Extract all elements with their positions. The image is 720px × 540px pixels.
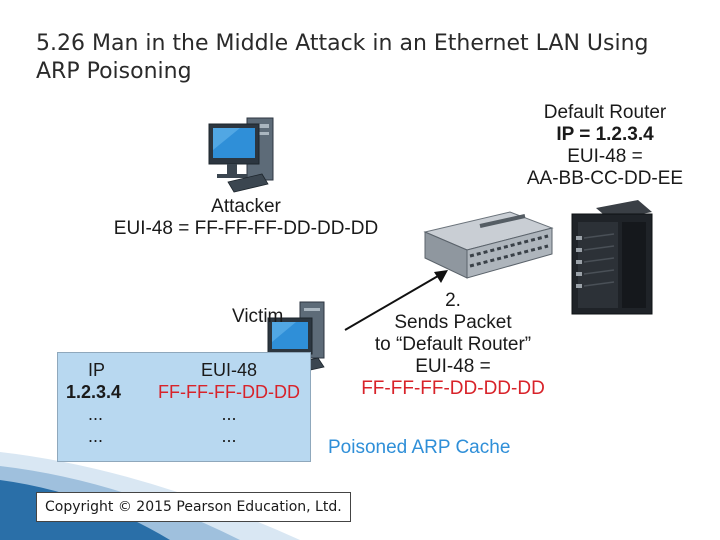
victim-name: Victim [232,306,284,327]
attacker-computer-icon [209,118,273,192]
router-name: Default Router [543,102,667,123]
router-server-icon [572,200,652,314]
router-ip: IP = 1.2.3.4 [556,124,654,145]
arp-row-2-eui: ... [221,404,237,424]
arp-row-1-ip: 1.2.3.4 [66,382,122,402]
arp-cache-table [57,352,311,462]
arp-row-1-eui: FF-FF-FF-DD-DD [158,382,300,402]
switch-icon [425,212,552,278]
attacker-name: Attacker [211,196,281,217]
arp-header-eui: EUI-48 [200,360,258,380]
packet-label-block [348,290,558,400]
packet-line-1: Sends Packet [394,312,512,333]
attacker-label-block [96,196,396,240]
arp-cache-caption: Poisoned ARP Cache [328,437,511,458]
arp-row-2-ip: ... [88,404,104,424]
packet-line-3: EUI-48 = [415,356,491,377]
router-eui-value: AA-BB-CC-DD-EE [526,168,684,189]
copyright-notice: Copyright © 2015 Pearson Education, Ltd. [36,492,351,522]
arp-row-3-ip: ... [88,426,104,446]
slide-title-text: Man in the Middle Attack in an Ethernet LAN Using ARP Poisoning [36,31,649,84]
attacker-eui: EUI-48 = FF-FF-FF-DD-DD-DD [113,218,379,239]
slide-number: 5.26 [36,31,85,56]
arp-row-3-eui: ... [221,426,237,446]
packet-line-2: to “Default Router” [374,334,532,355]
slide-title [36,30,676,86]
router-eui-label: EUI-48 = [567,146,643,167]
packet-step: 2. [445,290,461,311]
packet-line-4: FF-FF-FF-DD-DD-DD [361,378,545,399]
router-label-block [500,102,710,190]
arp-header-ip: IP [88,360,106,380]
